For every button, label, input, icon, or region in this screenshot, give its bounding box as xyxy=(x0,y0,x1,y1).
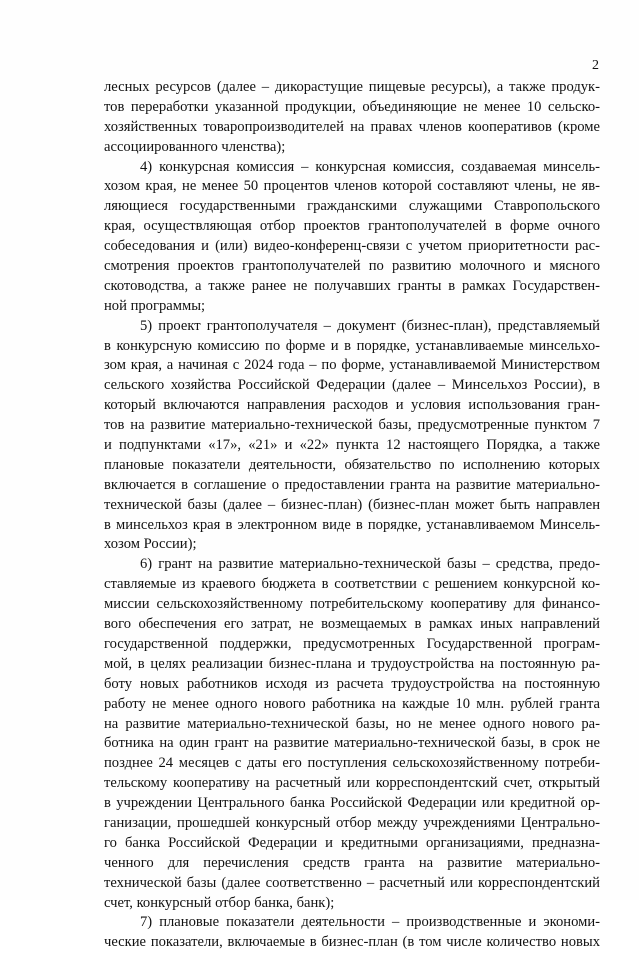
text-line: зом края, а начиная с 2024 года – по форме, устанавливаемой Министерством xyxy=(104,357,600,374)
text-line: на развитие материально-технической базы, но не менее одного нового ра- xyxy=(104,715,600,732)
text-line: собеседования и (или) видео-конференц-связи с учетом приоритетности рас- xyxy=(104,238,600,255)
text-line: в минсельхоз края в электронном виде в порядке, устанавливаемом Минсель- xyxy=(104,516,600,533)
text-line: боту новых работников исходя из расчета трудоустройства на постоянную xyxy=(104,675,600,692)
text-line: скотоводства, а также ранее не получавших гранты в рамках Государствен- xyxy=(104,277,600,294)
text-line: 5) проект грантополучателя – документ (бизнес-план), представляемый xyxy=(140,317,600,334)
text-line: ной программы; xyxy=(104,297,206,314)
text-line: мой, в целях реализации бизнес-плана и трудоустройства на постоянную ра- xyxy=(104,655,600,672)
text-line: вого обеспечения его затрат, не возмещаемых в рамках иных направлений xyxy=(104,616,600,633)
text-line: и подпунктами «17», «21» и «22» пункта 12 настоящего Порядка, а также xyxy=(104,437,600,454)
text-line: края, осуществляющая отбор проектов грантополучателей в форме очного xyxy=(104,218,600,235)
text-line: ганизации, прошедшей конкурсный отбор между учреждениями Центрально- xyxy=(104,814,600,831)
text-line: миссии сельскохозяйственному потребительскому кооперативу для финансо- xyxy=(104,596,600,613)
text-line: хозяйственных товаропроизводителей на правах членов кооперативов (кроме xyxy=(104,118,600,135)
text-line: включается в соглашение о предоставлении гранта на развитие материально- xyxy=(104,476,600,493)
page-number: 2 xyxy=(592,58,599,73)
text-line: плановые показатели деятельности, обязательство по исполнению которых xyxy=(104,456,600,473)
text-line: ботника на один грант на развитие материально-технической базы, в срок не xyxy=(104,735,600,752)
text-line: тельскому кооперативу на расчетный или корреспондентский счет, открытый xyxy=(104,775,600,792)
text-line: в учреждении Центрального банка Российской Федерации или кредитной ор- xyxy=(104,795,600,812)
text-line: 4) конкурсная комиссия – конкурсная комиссия, создаваемая минсель- xyxy=(140,158,600,175)
text-line: в конкурсную комиссию по форме и в порядке, устанавливаемые минсельхо- xyxy=(104,337,600,354)
text-line: 7) плановые показатели деятельности – производственные и экономи- xyxy=(140,914,600,931)
text-line: смотрения проектов грантополучателей по развитию молочного и мясного xyxy=(104,258,600,275)
paragraph-item-6 xyxy=(104,555,600,913)
text-line: позднее 24 месяцев с даты его поступления сельскохозяйственному потреби- xyxy=(104,755,600,772)
text-line: ческие показатели, включаемые в бизнес-план (в том числе количество новых xyxy=(104,934,600,951)
text-line: тов на развитие материально-технической базы, предусмотренные пунктом 7 xyxy=(104,417,600,434)
text-line: тов переработки указанной продукции, объединяющие не менее 10 сельско- xyxy=(104,98,600,115)
paragraph-item-5 xyxy=(104,317,600,556)
text-line: хозом края, не менее 50 процентов членов которой составляют члены, не яв- xyxy=(104,178,600,195)
paragraph-item-4 xyxy=(104,158,600,317)
text-line: 6) грант на развитие материально-технической базы – средства, предо- xyxy=(140,556,600,573)
text-line: хозом России); xyxy=(104,536,197,553)
text-line: счет, конкурсный отбор банка, банк); xyxy=(104,894,335,911)
document-body xyxy=(104,78,600,953)
text-line: работу не менее одного нового работника на каждые 10 млн. рублей гранта xyxy=(104,695,600,712)
text-line: ченного для перечисления средств гранта на развитие материально- xyxy=(104,854,600,871)
text-line: ассоциированного членства); xyxy=(104,138,286,155)
paragraph-continuation xyxy=(104,78,600,158)
text-line: государственной поддержки, предусмотренных Государственной програм- xyxy=(104,635,600,652)
text-line: технической базы (далее соответственно – расчетный или корреспондентский xyxy=(104,874,600,891)
text-line: который включаются направления расходов и условия использования гран- xyxy=(104,397,600,414)
text-line: технической базы (далее – бизнес-план) (бизнес-план может быть направлен xyxy=(104,496,600,513)
text-line: сельского хозяйства Российской Федерации (далее – Минсельхоз России), в xyxy=(104,377,600,394)
text-line: лесных ресурсов (далее – дикорастущие пищевые ресурсы), а также продук- xyxy=(104,79,600,95)
text-line: ставляемые из краевого бюджета в соответствии с решением конкурсной ко- xyxy=(104,576,600,593)
text-line: ляющиеся государственными гражданскими служащими Ставропольского xyxy=(104,198,600,215)
text-line: го банка Российской Федерации и кредитными организациями, предназна- xyxy=(104,834,600,851)
paragraph-item-7 xyxy=(104,913,600,953)
